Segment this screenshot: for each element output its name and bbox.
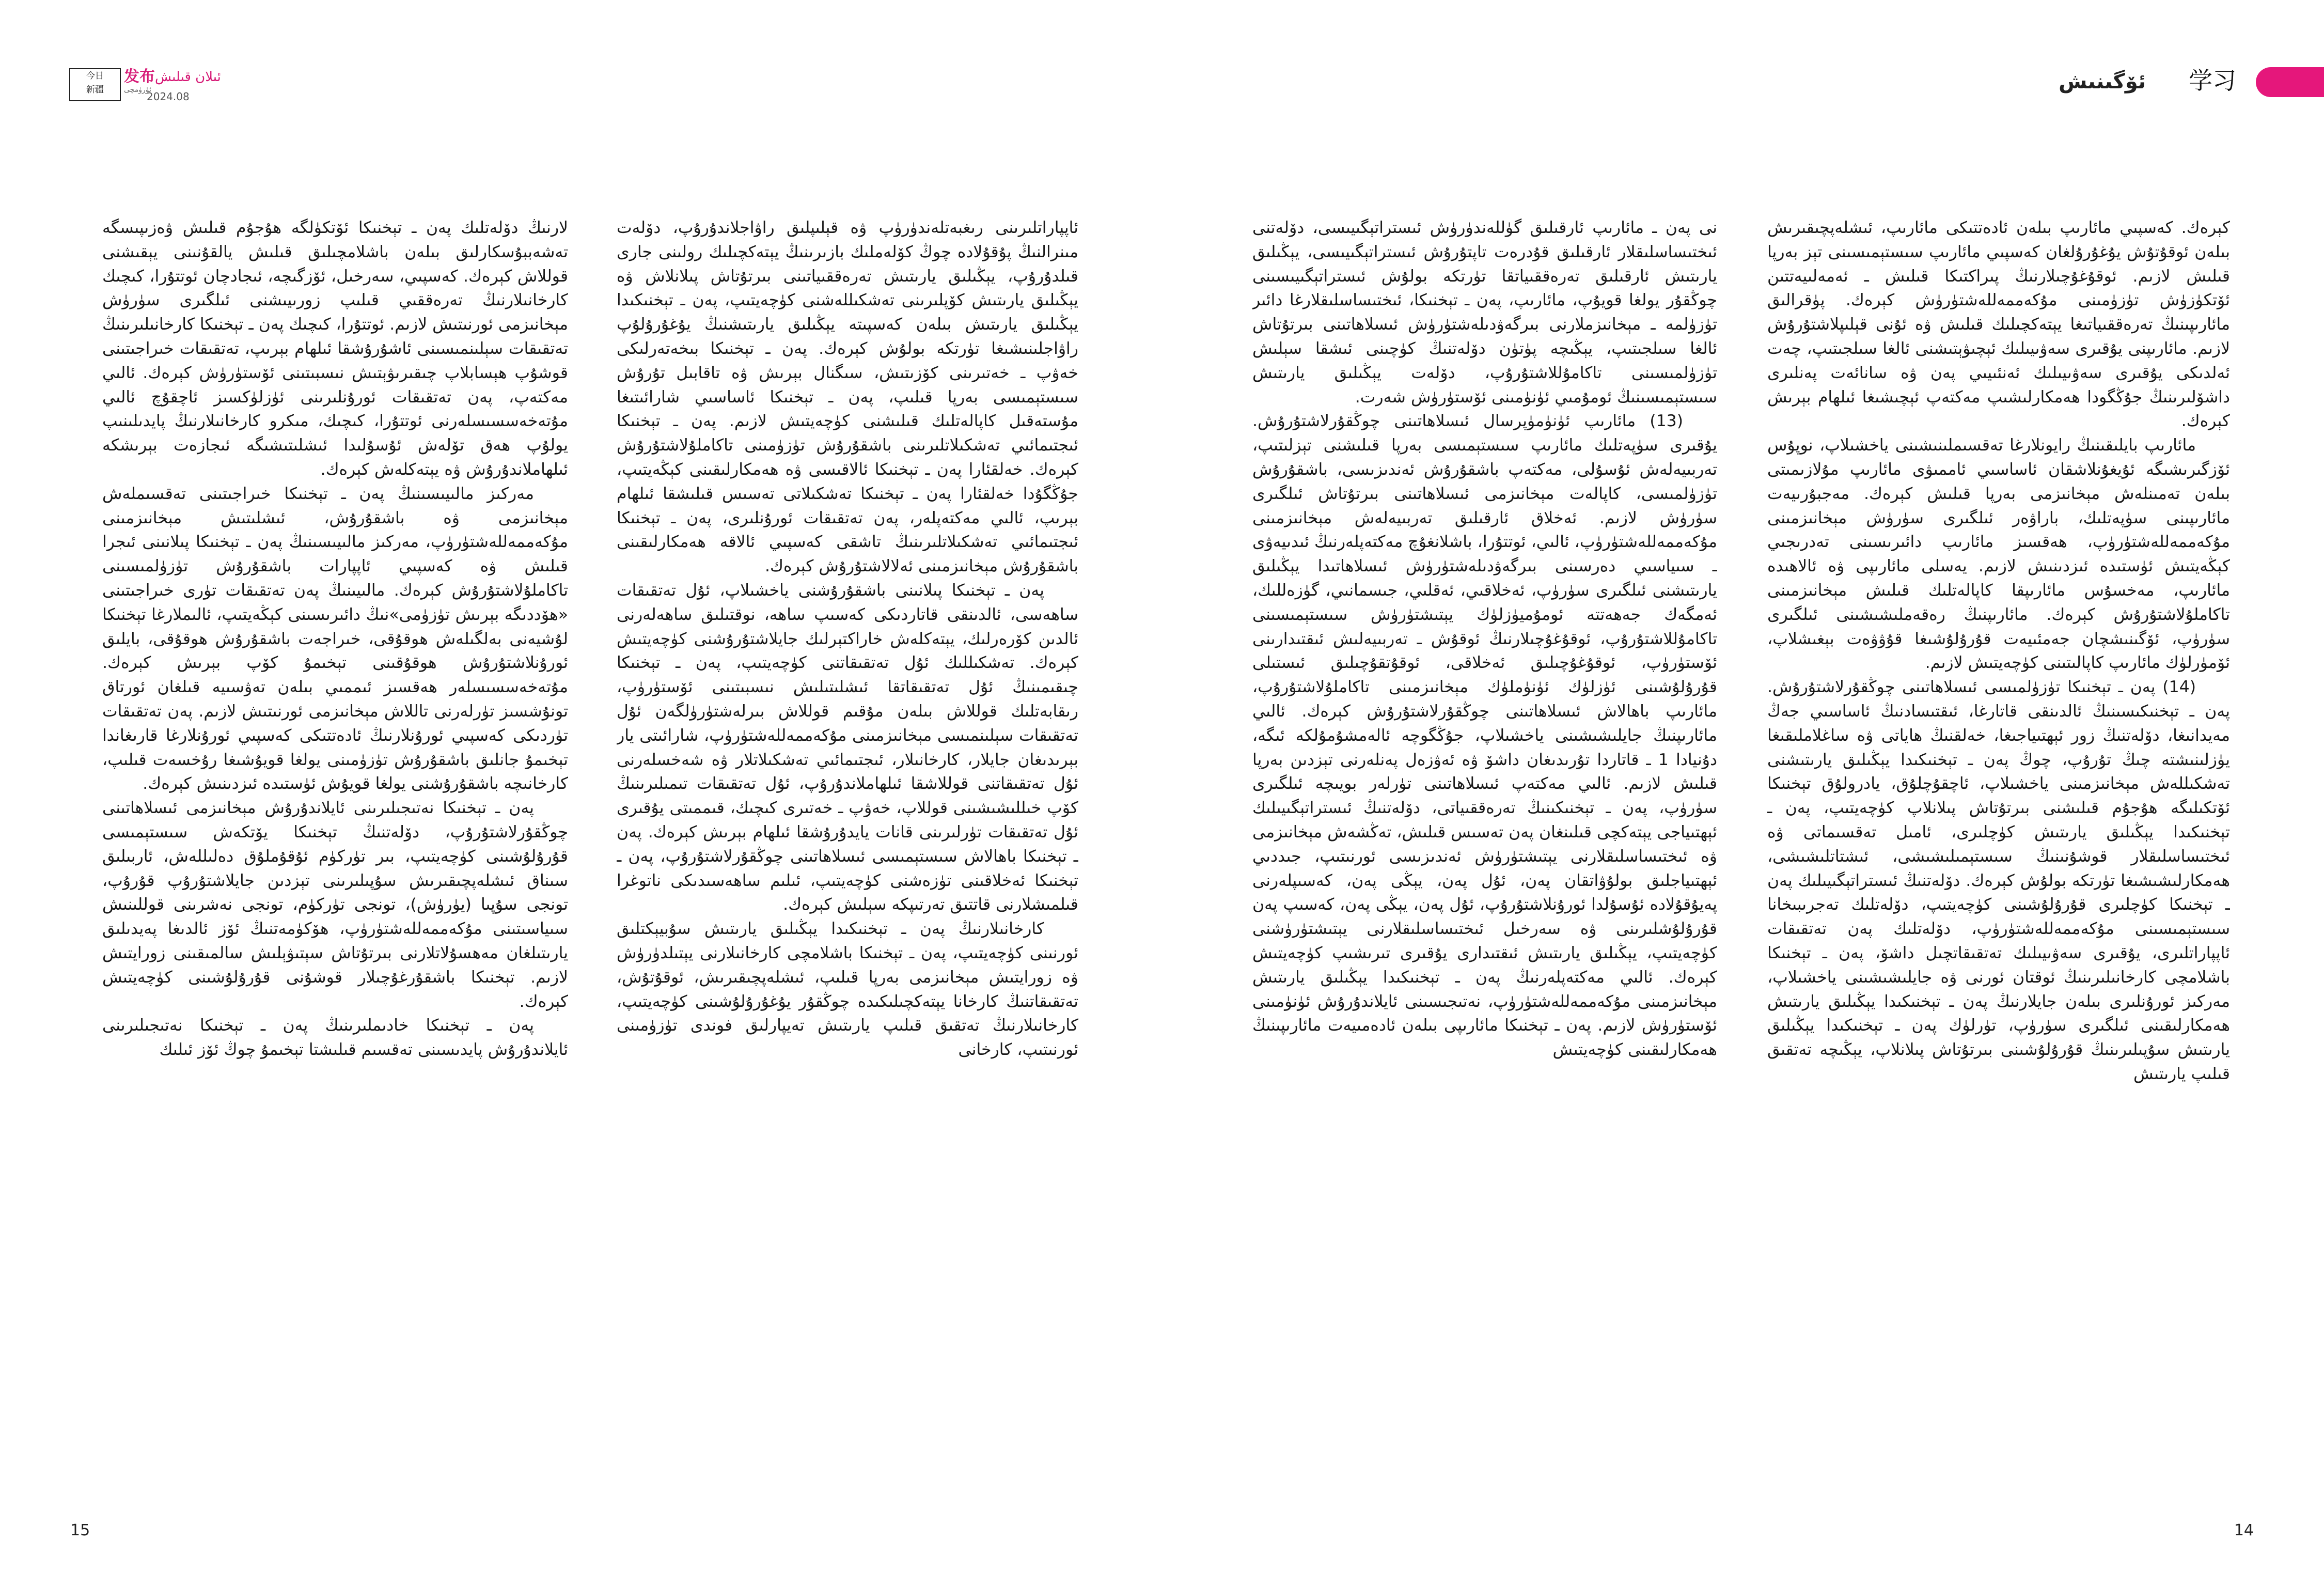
logo-line-2: 新疆 xyxy=(86,85,104,95)
body-paragraph: پەن ـ تېخنىكا خادىملىرىنىڭ پەن ـ تېخنىكا نەتىجىلىرىنى ئايلاندۇرۇش پايدىسىنى تەقسىم قىلىشتا تېخىمۇ چوڭ ئۆز ئىلىك xyxy=(102,1016,568,1060)
body-paragraph: پەن ـ تېخنىكا پىلانىنى باشقۇرۇشنى ياخشىلاپ، ئۇل تەتقىقات ساھەسى، ئالدىنقى قاتاردىكى كەسىپ ساھە، نوقتىلىق ساھەلەرنى ئالدىن كۆرەرلىك، يېتەكلەش خاراكتېرلىك جايلاشتۇرۇشنى كۈچەيتىش كېرەك. تەشكىللىك ئۇل تەتقىقاتنى كۈچەيتىپ، پەن ـ تېخنىكا چىقىمىنىڭ ئۇل تەتقىقاتقا ئىشلىتىلىش نىسبىتىنى ئۆستۈرۈپ، رىقابەتلىك قوللاش بىلەن مۇقىم قوللاش بىرلەشتۈرۈلگەن ئۇل تەتقىقات سېلىنمىسى مېخانىزمىنى مۇكەممەللەشتۈرۈپ، شارائىتى يار بېرىدىغان جايلار، كارخانىلار، ئىجتىمائىي تەشكىلاتلار ۋە شەخسلەرنى ئۇل تەتقىقاتنى قوللاشقا ئىلھاملاندۇرۇپ، ئۇل تەتقىقات تىمىلىرىنىڭ كۆپ خىللىشىشىنى قوللاپ، خەۋپ ـ خەتىرى كىچىك، قىممىتى يۇقىرى ئۇل تەتقىقات تۈرلىرىنى قانات يايدۇرۇشقا ئىلھام بېرىش كېرەك. پەن ـ تېخنىكا باھالاش سىستېمىسى ئىسلاھاتىنى چوڭقۇرلاشتۇرۇپ، پەن ـ تېخنىكا ئەخلاقىنى تۈزەشنى كۈچەيتىپ، ئىلىم ساھەسىدىكى ناتوغرا قىلمىشلارنى قاتتىق تەرتىپكە سېلىش كېرەك. xyxy=(617,581,1078,914)
body-paragraph: مەركىز مالىيىسىنىڭ پەن ـ تېخنىكا خىراجىتىنى تەقسىملەش مېخانىزمى ۋە باشقۇرۇش، ئىشلىتىش مېخانىزمىنى مۇكەممەللەشتۈرۈپ، مەركىز مالىيىسىنىڭ پەن ـ تېخنىكا پىلانىنى ئىجرا قىلىش ۋە كەسپىي ئاپپارات باشقۇرۇش تۈزۈلمىسىنى تاكاملۇلاشتۇرۇش كېرەك. مالىيىنىڭ پەن تەتقىقات تۈرى خىراجىتىنى «ھۆددىگە بېرىش تۈزۈمى»نىڭ دائىرىسىنى كېڭەيتىپ، ئالىملارغا تېخنىكا لۇشيەنى بەلگىلەش ھوقۇقى، خىراجەت باشقۇرۇش ھوقۇقى، بايلىق ئورۇنلاشتۇرۇش ھوقۇقىنى تېخىمۇ كۆپ بېرىش كېرەك. مۇتەخەسسىسلەر ھەقسىز ئىممىي بىلەن تەۋسىيە قىلغان ئورتاق تونۇشسىز تۈرلەرنى تاللاش مېخانىزمى ئورنىتىش لازىم. پەن تەتقىقات تۈردىكى كەسپىي ئورۇنلارنىڭ ئادەتتىكى كەسپىي ئورۇنلارغا قارىغاندا تېخىمۇ جانلىق باشقۇرۇش تۈزۈمىنى يولغا قويۇشىغا رۇخسەت قىلىپ، كارخانىچە باشقۇرۇشنى يولغا قويۇش ئۈستىدە ئىزدىنىش كېرەك. xyxy=(102,484,568,793)
right-page-column-1 xyxy=(1252,216,1717,1494)
body-paragraph: (14) پەن ـ تېخنىكا تۈزۈلمىسى ئىسلاھاتىنى چوڭقۇرلاشتۇرۇش. پەن ـ تېخنىكىسىنىڭ ئالدىنقى قاتارغا، ئىقتىسادنىڭ ئاساسىي جەڭ مەيدانىغا، دۆلەتنىڭ زور ئېھتىياجىغا، خەلقنىڭ ھاياتى ۋە ساغلاملىقىغا يۈزلىنىشتە چىڭ تۇرۇپ، چوڭ پەن ـ تېخنىكىدا يېڭىلىق يارىتىشنى تەشكىللەش مېخانىزمىنى ياخشىلاپ، ئاچقۇچلۇق، يادرولۇق تېخنىكا ئۆتكىلىگە ھۇجۇم قىلىشنى بىرتۇتاش پىلانلاپ كۈچەيتىپ، پەن ـ تېخنىكىدا يېڭىلىق يارىتىش كۈچلىرى، ئامىل تەقسىماتى ۋە ئىختىساسلىقلار قوشۇنىنىڭ سىستېمىلىشىشى، ئىشتاتلىشىشى، ھەمكارلىشىشىغا تۈرتكە بولۇش كېرەك. دۆلەتنىڭ ئىستراتېگىيىلىك پەن ـ تېخنىكا كۈچلىرى قۇرۇلۇشىنى كۈچەيتىپ، دۆلەتلىك تەجرىبىخانا سىستېمىسىنى مۇكەممەللەشتۈرۈپ، دۆلەتلىك پەن تەتقىقات ئاپپاراتلىرى، يۇقىرى سەۋىيىلىك تەتقىقاتچىل داشۆ، پەن ـ تېخنىكا باشلامچى كارخانىلىرىنىڭ ئوقتان ئورنى ۋە جايلىشىشىنى ياخشىلاپ، مەركىز ئورۇنلىرى بىلەن جايلارنىڭ پەن ـ تېخنىكىدا يېڭىلىق يارىتىش ھەمكارلىقىنى ئىلگىرى سۈرۈپ، تۈرلۈك پەن ـ تېخنىكىدا يېڭىلىق يارىتىش سۇپىلىرىنىڭ قۇرۇلۇشىنى بىرتۇتاش پىلانلاپ، يېڭىچە تەتقىق قىلىپ يارىتىش xyxy=(1767,678,2230,1083)
body-paragraph: ئاپپاراتلىرىنى رىغبەتلەندۈرۈپ ۋە قېلىپلىق راۋاجلاندۇرۇپ، دۆلەت مىنرالنىڭ پۇقۇلادە چوڭ كۆلەملىك بازىرىنىڭ يېتەكچىلىك رولىنى جارى قىلدۇرۇپ، يېڭىلىق يارىتىش تەرەققىياتىنى بىرتۇتاش پىلانلاش ۋە يېڭىلىق يارىتىش كۆپلىرىنى تەشكىللەشنى كۈچەيتىپ، پەن ـ تېخنىكىدا يېڭىلىق يارىتىش بىلەن كەسپىتە يېڭىلىق يارىتىشنىڭ يۇغۇرۇلۇپ راۋاجلىنىشىغا تۈرتكە بولۇش كېرەك. پەن ـ تېخنىكا بىخەتەرلىكى خەۋپ ـ خەتىرىنى كۆزىتىش، سىگنال بېرىش ۋە تاقابىل تۇرۇش سىستېمىسى بەرپا قىلىپ، پەن ـ تېخنىكا ئاساسىي شارائىتىغا مۇستەقىل كاپالەتلىك قىلىشنى كۈچەيتىش لازىم. پەن ـ تېخنىكا ئىجتىمائىي تەشكىلاتلىرىنى باشقۇرۇش تۈزۈمىنى تاكاملۇلاشتۇرۇش كېرەك. خەلقئارا پەن ـ تېخنىكا ئالاقىسى ۋە ھەمكارلىقىنى كېڭەيتىپ، جۇڭگۇدا خەلقئارا پەن ـ تېخنىكا تەشكىلاتى تەسىس قىلىشقا ئىلھام بېرىپ، ئالىي مەكتەپلەر، پەن تەتقىقات ئورۇنلىرى، پەن ـ تېخنىكا ئىجتىمائىي تەشكىلاتلىرىنىڭ تاشقى كەسپىي ئالاقە ھەمكارلىقىنى باشقۇرۇش مېخانىزمىنى ئەلالاشتۇرۇش كېرەك. xyxy=(617,219,1078,576)
right-section-title: ئۆگىنىش xyxy=(2059,70,2146,94)
body-paragraph: نى پەن ـ مائارىپ ئارقىلىق گۈللەندۈرۈش ئىستراتېگىيىسى، دۆلەتنى ئىختىساسلىقلار ئارقىلىق قۇدرەت تاپتۇرۇش ئىستراتېگىيىسى، يېڭىلىق يارىتىش ئارقىلىق تەرەققىياتقا تۈرتكە بولۇش ئىستراتېگىيىسىنى چوڭقۇر يولغا قويۇپ، مائارىپ، پەن ـ تېخنىكا، ئىختىساسلىقلارغا دائىر تۈزۈلمە ـ مېخانىزملارنى بىرگەۋدىلەشتۈرۈش ئىسلاھاتىنى بىرتۇتاش ئالغا سىلجىتىپ، يېڭىچە پۈتۈن دۆلەتنىڭ كۈچىنى ئىشقا سېلىش تۈزۈلمىسىنى تاكامۇللاشتۇرۇپ، دۆلەت يېڭىلىق يارىتىش سىستېمىسىنىڭ ئومۇمىي ئۈنۈمىنى ئۆستۈرۈش شەرت. xyxy=(1252,219,1717,407)
logo-line-1: 今日 xyxy=(86,71,104,81)
page-number-left: 15 xyxy=(70,1521,90,1539)
brand-subtitle: ئۈرۈمچى xyxy=(124,86,151,94)
header-accent-tab xyxy=(2256,67,2324,97)
body-paragraph: مائارىپ بايلىقىنىڭ رايونلارغا تەقسىملىنىشىنى ياخشىلاپ، نوپۇس ئۆزگىرىشىگە ئۇيغۇنلاشقان ئاساسىي ئاممىۋى مائارىپ مۇلازىمىتى بىلەن تەمىنلەش مېخانىزمى بەرپا قىلىش كېرەك. مەجبۇرىيەت مائارىپىنى سۈپەتلىك، باراۋەر ئىلگىرى سۈرۈش مېخانىزمىنى مۇكەممەللەشتۈرۈپ، ھەقسىز مائارىپ دائىرىسىنى تەدرىجىي كېڭەيتىش ئۈستىدە ئىزدىنىش لازىم. يەسلى مائارىپى ۋە ئالاھىدە مائارىپ، مەخسۇس مائارىپقا كاپالەتلىك قىلىش مېخانىزمىنى تاكاملۇلاشتۇرۇش كېرەك. مائارىپنىڭ رەقەملىشىشىنى ئىلگىرى سۈرۈپ، ئۆگىنىشچان جەمئىيەت قۇرۇلۇشىغا قۇۋۋەت بېغىشلاپ، ئۆمۈرلۈك مائارىپ كاپالىتىنى كۈچەيتىش لازىم. xyxy=(1767,436,2230,673)
left-page-column-1 xyxy=(102,216,568,1494)
right-section-chinese-title: 学习 xyxy=(2189,67,2236,95)
left-section-title: ئىلان قىلىش xyxy=(155,69,221,85)
brand-label: 发布 xyxy=(124,68,155,86)
left-page-column-2 xyxy=(617,216,1078,1494)
issue-date: 2024.08 xyxy=(147,90,190,103)
magazine-logo xyxy=(69,68,121,101)
page-number-right: 14 xyxy=(2234,1521,2254,1539)
body-paragraph: پەن ـ تېخنىكا نەتىجىلىرىنى ئايلاندۇرۇش مېخانىزمى ئىسلاھاتىنى چوڭقۇرلاشتۇرۇپ، دۆلەتنىڭ تېخنىكا يۆتكەش سىستېمىسى قۇرۇلۇشىنى كۈچەيتىپ، بىر تۈركۈم ئۇقۇملۇق دەلىللەش، ئاربىلىق سىناق ئىشلەپچىقىرىش سۇپىلىرىنى تېزدىن جايلاشتۇرۇپ قۇرۇپ، تونجى سۇپىا (يۈرۈش)، تونجى تۈركۈم، تونجى نەشرىنى قوللىنىش سىياسىتىنى مۇكەممەللەشتۈرۈپ، ھۆكۈمەتنىڭ ئۆز ئالدىغا پەيدىلىق يارىتىلغان مەھسۇلاتلارنى بىرتۇتاش سېتىۋېلىش سالمىقىنى زورايتىش لازىم. تېخنىكا باشقۇرغۇچىلار قوشۇنى قۇرۇلۇشىنى كۈچەيتىش كېرەك. xyxy=(102,799,568,1011)
right-page-column-2 xyxy=(1767,216,2230,1494)
body-paragraph: كېرەك. كەسپىي مائارىپ بىلەن ئادەتتىكى مائارىپ، ئىشلەپچىقىرىش بىلەن ئوقۇتۇش يۇغۇرۇلغان كەسپىي مائارىپ سىستېمىسىنى تېز بەرپا قىلىش لازىم. ئوقۇغۇچىلارنىڭ پىراكتىكا قىلىش ـ ئەمەلىيەتتىن ئۆتكۈزۈش تۈزۈمىنى مۇكەممەللەشتۈرۈش كېرەك. پۈقرالىق مائارىپىنىڭ تەرەققىياتىغا يېتەكچىلىك قىلىش ۋە ئۇنى قېلىپلاشتۇرۇش لازىم. مائارىپنى يۇقىرى سەۋىيىلىك ئېچىۋېتىشنى ئالغا سىلجىتىپ، چەت ئەلدىكى يۇقىرى سەۋىيىلىك ئەنئىيىي پەن ۋە سانائەت پەنلىرى داشۆلىرىنىڭ جۇڭگودا ھەمكارلىشىپ مەكتەپ ئېچىشىغا ئىلھام بېرىش كېرەك. xyxy=(1767,219,2230,431)
body-paragraph: لارنىڭ دۆلەتلىك پەن ـ تېخنىكا ئۆتكۈلگە ھۇجۇم قىلىش ۋەزىپىسگە تەشەببۇسكارلىق بىلەن باشلامچىلىق قىلىش يالقۇنىنى يېقىشنى قوللاش كېرەك. كەسپىي، سەرخىل، ئۆزگىچە، ئىجادچان ئوتتۇرا، كىچىك كارخانىلارنىڭ تەرەققىي قىلىپ زورىيىشنى ئىلگىرى سۈرۈش مېخانىزمى ئورنىتىش لازىم. ئوتتۇرا، كىچىك پەن ـ تېخنىكا كارخانىلىرىنىڭ تەتقىقات سېلىنمىسىنى ئاشۇرۇشقا ئىلھام بېرىپ، تەتقىقات خىراجىتىنى قوشۇپ ھېسابلاپ چىقىرىۋېتىش نىسبىتىنى ئۆستۈرۈش كېرەك. ئالىي مەكتەپ، پەن تەتقىقات ئورۇنلىرىنى ئۈزلۈكسىز ئاچقۇچ ئالىي مۇتەخەسسىسلەرنى ئوتتۇرا، كىچىك، مىكرو كارخانىلارنىڭ پايدىلىنىپ يولۇپ ھەق تۆلەش ئۇسۇلىدا ئىشلىتىشىگە ئىجازەت بېرىشكە ئىلھاملاندۇرۇش ۋە يېتەكلەش كېرەك. xyxy=(102,219,568,479)
body-paragraph: كارخانىلارنىڭ پەن ـ تېخنىكىدا يېڭىلىق يارىتىش سۇبيېكتلىق ئورنىنى كۈچەيتىپ، پەن ـ تېخنىكا باشلامچى كارخانىلارنى يېتىلدۈرۈش ۋە زورايتىش مېخانىزمى بەرپا قىلىپ، ئىشلەپچىقىرىش، ئوقۇتۇش، تەتقىقاتنىڭ كارخانا يېتەكچىلىكىدە چوڭقۇر يۇغۇرۇلۇشىنى كۈچەيتىپ، كارخانىلارنىڭ تەتقىق قىلىپ يارىتىش تەيپارلىق فوندى تۈزۈمىنى ئورنىتىپ، كارخانى xyxy=(617,920,1078,1060)
body-paragraph: (13) مائارىپ ئۈنۈمۈپرسال ئىسلاھاتىنى چوڭقۇرلاشتۇرۇش. يۇقىرى سۈپەتلىك مائارىپ سىستېمىسى بەرپا قىلىشنى تېزلىتىپ، تەربىيەلەش ئۇسۇلى، مەكتەپ باشقۇرۇش ئەندىزىسى، باشقۇرۇش تۈزۈلمىسى، كاپالەت مېخانىزمى ئىسلاھاتىنى بىرتۇتاش ئىلگىرى سۈرۈش لازىم. ئەخلاق ئارقىلىق تەربىيەلەش مېخانىزمىنى مۇكەممەللەشتۈرۈپ، ئالىي، ئوتتۇرا، باشلانغۇچ مەكتەپلەرنىڭ ئىدىيەۋى ـ سىياسىي دەرسىنى بىرگەۋدىلەشتۈرۈش ئىسلاھاتىدا يېڭىلىق يارىتىشنى ئىلگىرى سۈرۈپ، ئەخلاقىي، ئەقلىي، جىسمانىي، گۈزەللىك، ئەمگەك جەھەتتە ئومۇميۈزلۈك يېتىشتۈرۈش سىستېمىسىنى تاكامۇللاشتۇرۇپ، ئوقۇغۇچىلارنىڭ ئوقۇش ـ تەربىيەلىش ئىقتىدارىنى ئۆستۈرۈپ، ئوقۇغۇچىلىق ئەخلاقى، ئوقۇتقۇچىلىق ئىستىلى قۇرۇلۇشىنى ئۈزلۈك ئۈنۈملۈك مېخانىزمىنى تاكاملۇلاشتۇرۇپ، مائارىپ باھالاش ئىسلاھاتىنى چوڭقۇرلاشتۇرۇش كېرەك. ئالىي مائارىپنىڭ جايلىشىشىنى ياخشىلاپ، جۇڭگوچە ئالەمشۇمۇلكە ئىگە، دۇنيادا 1 ـ قاتاردا تۇرىدىغان داشۆ ۋە ئەۋزەل پەنلەرنى تېزدىن بەرپا قىلىش لازىم. ئالىي مەكتەپ ئىسلاھاتىنى تۈرلەر بويىچە ئىلگىرى سۈرۈپ، پەن ـ تېخنىكىنىڭ تەرەققىياتى، دۆلەتنىڭ ئىستراتېگىيىلىك ئېھتىياجى يېتەكچى قىلىنغان پەن تەسىس قىلىش، تەڭشەش مېخانىزمى ۋە ئىختىساسلىقلارنى يېتىشتۈرۈش ئەندىزىسى ئورنىتىپ، جىددىي ئېھتىياجلىق بولۇۋاتقان پەن، ئۇل پەن، يېڭى پەن، كەسىپلەرنى پەيۇقۇلادە ئۇسۇلدا ئورۇنلاشتۇرۇپ، ئۇل پەن، يېڭى پەن، كەسىپ پەن قۇرۇلۇشلىرىنى ۋە سەرخىل ئىختىساسلىقلارنى يېتىشتۈرۈشنى كۈچەيتىپ، يېڭىلىق يارىتىش ئىقتىدارى يۇقىرى تىرىشىپ كۈچەيتىش كېرەك. ئالىي مەكتەپلەرنىڭ پەن ـ تېخنىكىدا يېڭىلىق يارىتىش مېخانىزمىنى مۇكەممەللەشتۈرۈپ، نەتىجىسىنى ئايلاندۇرۇش ئۈنۈمىنى ئۆستۈرۈش لازىم. پەن ـ تېخنىكا مائارىپى بىلەن ئادەمىيەت مائارىپىنىڭ ھەمكارلىقىنى كۈچەيتىش xyxy=(1252,412,1717,1060)
